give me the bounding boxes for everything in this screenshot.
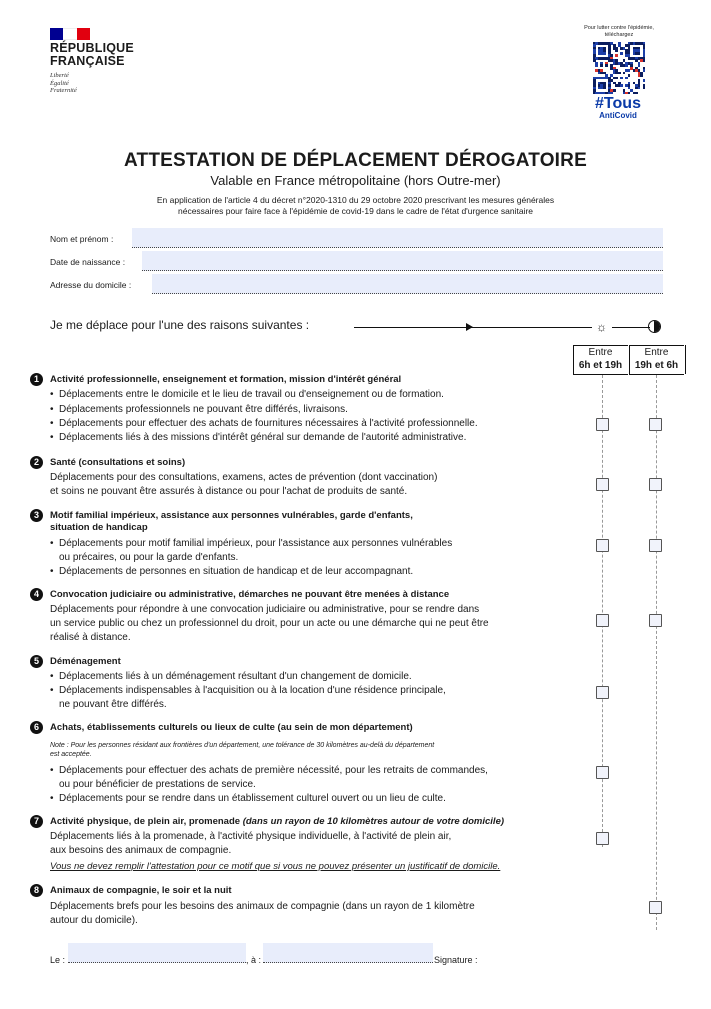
list-item: • Déplacements liés à des missions d'intérêt général sur demande de l'autorité administrative. bbox=[50, 432, 466, 445]
birthdate-row bbox=[50, 251, 663, 271]
section-number-7: 7 bbox=[30, 815, 43, 828]
column-divider bbox=[685, 345, 686, 374]
section-text: Déplacements pour des consultations, examens, actes de prévention (dont vaccination) bbox=[50, 472, 438, 483]
section-title-6: Achats, établissements culturels ou lieux de culte (au sein de mon département) bbox=[50, 722, 413, 733]
section-note: est acceptée. bbox=[50, 751, 92, 758]
section-number-2: 2 bbox=[30, 456, 43, 469]
half-moon-icon bbox=[648, 320, 661, 333]
campaign-hashtag: #Tous bbox=[595, 95, 641, 112]
section-text: et soins ne pouvant être assurés à distance ou pour l'achat de produits de santé. bbox=[50, 486, 408, 497]
signature-label: Signature : bbox=[434, 955, 478, 965]
section-title-3: Motif familial impérieux, assistance aux personnes vulnérables, garde d'enfants, bbox=[50, 510, 413, 521]
address-input[interactable] bbox=[152, 274, 663, 294]
timeline-line-night bbox=[612, 327, 650, 328]
list-item: • Déplacements indispensables à l'acquisition ou à la location d'une résidence principale, bbox=[50, 685, 446, 698]
list-item: • Déplacements entre le domicile et le lieu de travail ou d'enseignement ou de formation. bbox=[50, 389, 444, 402]
address-row bbox=[50, 274, 663, 294]
french-flag-logo bbox=[50, 28, 90, 40]
reasons-intro: Je me déplace pour l'une des raisons suivantes : bbox=[50, 318, 310, 332]
list-item: • Déplacements liés à un déménagement résultant d'un changement de domicile. bbox=[50, 671, 412, 684]
section-text: Déplacements liés à la promenade, à l'activité physique individuelle, à l'activité de plein air, bbox=[50, 831, 452, 842]
checkbox-s4-day[interactable] bbox=[596, 614, 609, 627]
list-item: • Déplacements professionnels ne pouvant être différés, livraisons. bbox=[50, 404, 348, 417]
republique-francaise-logo-text: RÉPUBLIQUE FRANÇAISE bbox=[50, 41, 134, 68]
column-day-header: Entre 6h et 19h bbox=[573, 345, 628, 375]
place-input[interactable] bbox=[263, 943, 433, 963]
checkbox-s6-day[interactable] bbox=[596, 766, 609, 779]
campaign-name: AntiCovid bbox=[599, 111, 637, 120]
list-item: • Déplacements de personnes en situation de handicap et de leur accompagnant. bbox=[50, 566, 413, 579]
list-item: • Déplacements pour effectuer des achats de première nécessité, pour les retraits de commandes, bbox=[50, 765, 488, 778]
qr-code-icon bbox=[593, 42, 645, 94]
qr-caption: Pour lutter contre l'épidémie, téléchargez bbox=[584, 25, 654, 38]
checkbox-s3-day[interactable] bbox=[596, 539, 609, 552]
date-label: Le : bbox=[50, 955, 66, 965]
address-label: Adresse du domicile : bbox=[50, 280, 132, 290]
document-title: ATTESTATION DE DÉPLACEMENT DÉROGATOIRE bbox=[124, 150, 587, 171]
sun-icon: ☼ bbox=[596, 320, 607, 334]
checkbox-s1-day[interactable] bbox=[596, 418, 609, 431]
name-input[interactable] bbox=[132, 228, 663, 248]
date-input[interactable] bbox=[68, 943, 246, 963]
checkbox-s7-day[interactable] bbox=[596, 832, 609, 845]
list-item-continued: ne pouvant être différés. bbox=[59, 699, 167, 710]
checkbox-s2-night[interactable] bbox=[649, 478, 662, 491]
birthdate-label: Date de naissance : bbox=[50, 257, 126, 267]
section-title-8: Animaux de compagnie, le soir et la nuit bbox=[50, 885, 232, 896]
checkbox-s4-night[interactable] bbox=[649, 614, 662, 627]
checkbox-s5-day[interactable] bbox=[596, 686, 609, 699]
document-subtitle: Valable en France métropolitaine (hors Outre-mer) bbox=[210, 173, 501, 188]
section-title-5: Déménagement bbox=[50, 656, 121, 667]
list-item-continued: ou précaires, ou pour la garde d'enfants. bbox=[59, 552, 239, 563]
list-item: • Déplacements pour motif familial impérieux, pour l'assistance aux personnes vulnérables bbox=[50, 538, 452, 551]
section-note: Note : Pour les personnes résidant aux frontières d'un département, une tolérance de 30 kilomètres au-delà du département bbox=[50, 742, 435, 749]
checkbox-s2-day[interactable] bbox=[596, 478, 609, 491]
section-text: réalisé à distance. bbox=[50, 632, 131, 643]
checkbox-s8-night[interactable] bbox=[649, 901, 662, 914]
section-title-3-line2: situation de handicap bbox=[50, 522, 148, 533]
domicile-warning: Vous ne devez remplir l'attestation pour ce motif que si vous ne pouvez présenter un justificatif de domicile. bbox=[50, 861, 501, 872]
section-title-4: Convocation judiciaire ou administrative, démarches ne pouvant être menées à distance bbox=[50, 589, 450, 600]
section-title-7: Activité physique, de plein air, promenade (dans un rayon de 10 kilomètres autour de votre domicile) bbox=[50, 816, 505, 827]
section-title-1: Activité professionnelle, enseignement et formation, mission d'intérêt général bbox=[50, 374, 402, 385]
timeline-line bbox=[354, 327, 592, 328]
section-text: aux besoins des animaux de compagnie. bbox=[50, 845, 232, 856]
list-item: • Déplacements pour se rendre dans un établissement culturel ouvert ou un lieu de culte. bbox=[50, 793, 446, 806]
legal-intro: En application de l'article 4 du décret n°2020-1310 du 29 octobre 2020 prescrivant les mesures générales nécessaires pour faire face à l'épidémie de covid-19 dans le cadre de l'état d'urgence sanitaire bbox=[156, 195, 555, 216]
section-number-3: 3 bbox=[30, 509, 43, 522]
section-number-8: 8 bbox=[30, 884, 43, 897]
section-number-1: 1 bbox=[30, 373, 43, 386]
place-label: , à : bbox=[246, 955, 262, 965]
section-text: autour du domicile). bbox=[50, 915, 138, 926]
section-number-6: 6 bbox=[30, 721, 43, 734]
checkbox-s3-night[interactable] bbox=[649, 539, 662, 552]
checkbox-s1-night[interactable] bbox=[649, 418, 662, 431]
birthdate-input[interactable] bbox=[142, 251, 663, 271]
column-night-header: Entre 19h et 6h bbox=[629, 345, 684, 375]
republic-motto: Liberté Égalité Fraternité bbox=[50, 72, 77, 94]
section-number-4: 4 bbox=[30, 588, 43, 601]
section-text: Déplacements brefs pour les besoins des animaux de compagnie (dans un rayon de 1 kilomètre bbox=[50, 901, 475, 912]
list-item-continued: ou pour bénéficier de prestations de service. bbox=[59, 779, 256, 790]
list-item: • Déplacements pour effectuer des achats de fournitures nécessaires à l'activité professionnelle. bbox=[50, 418, 478, 431]
column-divider bbox=[573, 345, 574, 374]
name-row bbox=[50, 228, 663, 248]
column-divider bbox=[629, 345, 630, 374]
section-text: Déplacements pour répondre à une convocation judiciaire ou administrative, pour se rendre dans bbox=[50, 604, 480, 615]
arrow-right-icon bbox=[466, 323, 473, 331]
section-number-5: 5 bbox=[30, 655, 43, 668]
column-guide-night bbox=[656, 375, 657, 930]
section-title-2: Santé (consultations et soins) bbox=[50, 457, 186, 468]
section-text: un service public ou chez un professionnel du droit, pour un acte ou une démarche qui ne peut être bbox=[50, 618, 489, 629]
name-label: Nom et prénom : bbox=[50, 234, 114, 244]
